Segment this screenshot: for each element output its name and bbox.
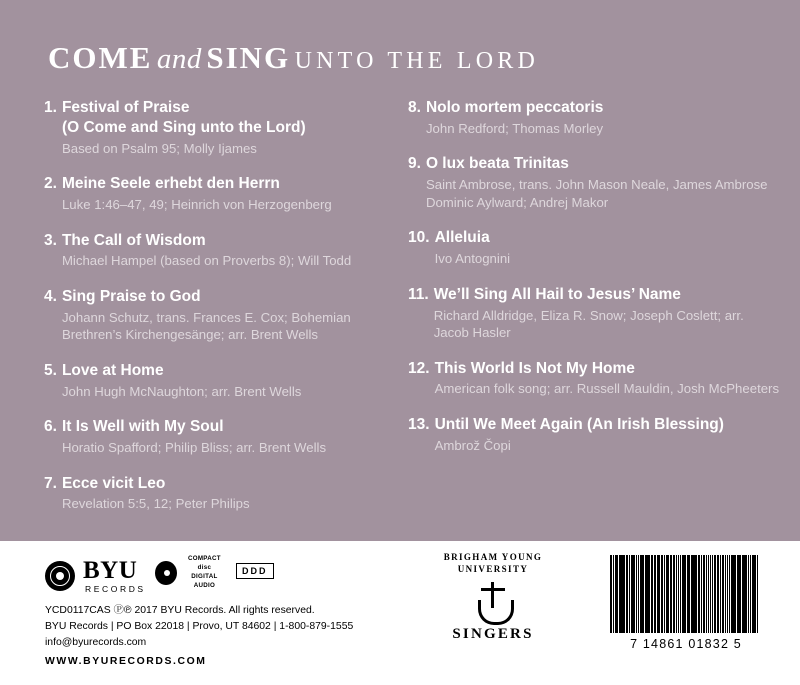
track-body <box>435 415 782 454</box>
track-body <box>62 98 390 157</box>
track-body <box>435 359 782 398</box>
track-number: 6. <box>44 418 57 436</box>
track-credit: Based on Psalm 95; Molly Ijames <box>61 140 257 156</box>
track-body <box>62 287 390 344</box>
barcode <box>610 555 760 633</box>
track-title: O lux beata Trinitas <box>425 155 569 173</box>
title-word-come: COME <box>48 40 153 75</box>
track-credit: American folk song; arr. Russell Mauldin, Josh McPheeters <box>434 381 780 397</box>
cd-logo-text <box>182 555 227 591</box>
track-number: 13. <box>408 415 430 433</box>
track-item <box>408 415 782 454</box>
record-disc-icon <box>45 561 75 591</box>
cd-disc-icon <box>155 561 177 585</box>
address-line: BYU Records | PO Box 22018 | Provo, UT 84602 | 1-800-879-1555 <box>45 620 354 632</box>
website-url: WWW.BYURECORDS.COM <box>45 656 207 667</box>
email-line: info@byurecords.com <box>45 636 147 648</box>
barcode-number: 7 14861 01832 5 <box>630 637 742 651</box>
track-item <box>44 474 390 513</box>
track-title: Meine Seele erhebt den Herrn <box>61 175 280 193</box>
title-word-sing: SING <box>206 40 291 75</box>
title-word-and: and <box>156 43 202 75</box>
track-title: Love at Home <box>61 361 164 379</box>
track-number: 2. <box>44 175 57 193</box>
track-number: 4. <box>44 287 57 305</box>
torch-bowl <box>478 600 514 625</box>
track-title: Sing Praise to God <box>61 287 201 305</box>
torch-icon <box>470 578 516 624</box>
page-title <box>48 40 539 76</box>
track-credit: Richard Alldridge, Eliza R. Snow; Joseph Coslett; arr. Jacob Hasler <box>433 307 744 341</box>
cd-logo-line2: disc <box>197 564 212 572</box>
track-number: 5. <box>44 361 57 379</box>
track-number: 12. <box>408 359 430 377</box>
singers-name: SINGERS <box>452 626 534 643</box>
singers-line1: BRIGHAM YOUNG <box>443 552 543 562</box>
track-body <box>62 474 390 513</box>
tracklist-column-right <box>400 98 800 530</box>
track-number: 9. <box>408 155 421 173</box>
track-body <box>426 98 782 137</box>
track-body <box>62 417 390 456</box>
title-subtitle: UNTO THE LORD <box>294 48 539 74</box>
track-number: 8. <box>408 99 421 116</box>
track-credit: Ambrož Čopi <box>434 437 511 453</box>
track-title: This World Is Not My Home <box>434 359 635 377</box>
track-item <box>408 285 782 342</box>
track-title: The Call of Wisdom <box>61 231 206 249</box>
track-item <box>44 417 390 456</box>
copyright-line: YCD0117CAS Ⓟ℗ 2017 BYU Records. All rights reserved. <box>45 605 315 616</box>
track-title: Until We Meet Again (An Irish Blessing) <box>434 415 724 433</box>
track-credit: Saint Ambrose, trans. John Mason Neale, James Ambrose Dominic Aylward; Andrej Makor <box>425 177 768 210</box>
tracklist-column-left <box>0 98 400 530</box>
track-body <box>426 154 782 211</box>
track-item <box>44 287 390 344</box>
singers-line2: UNIVERSITY <box>457 564 529 575</box>
track-credit: Luke 1:46–47, 49; Heinrich von Herzogenberg <box>61 197 332 213</box>
torch-cross <box>481 588 505 591</box>
cd-logo-line1: COMPACT <box>187 555 221 563</box>
track-credit: Johann Schutz, trans. Frances E. Cox; Bohemian Brethren’s Kirchengesänge; arr. Brent Wells <box>61 309 351 343</box>
track-body <box>434 285 782 342</box>
track-item <box>408 359 782 398</box>
track-credit: Revelation 5:5, 12; Peter Philips <box>61 496 250 512</box>
track-item <box>44 231 390 270</box>
track-item <box>44 361 390 400</box>
track-body <box>62 231 390 270</box>
track-credit: John Redford; Thomas Morley <box>425 120 604 136</box>
ddd-badge: DDD <box>236 563 274 579</box>
footer-panel <box>0 541 800 685</box>
track-credit: Ivo Antognini <box>434 251 511 267</box>
track-item <box>408 228 782 267</box>
track-credit: John Hugh McNaughton; arr. Brent Wells <box>61 383 302 399</box>
track-body <box>62 174 390 213</box>
tracklist <box>0 98 800 530</box>
track-body <box>62 361 390 400</box>
track-title: It Is Well with My Soul <box>61 418 224 436</box>
track-number: 10. <box>408 229 430 247</box>
cd-logo-line3: DIGITAL AUDIO <box>191 573 218 589</box>
track-number: 11. <box>408 285 429 303</box>
track-title-line2: (O Come and Sing unto the Lord) <box>61 118 306 136</box>
track-item <box>44 98 390 157</box>
byu-singers-emblem <box>418 551 568 643</box>
track-title: Ecce vicit Leo <box>61 474 166 492</box>
track-number: 3. <box>44 231 57 249</box>
track-title: Alleluia <box>434 229 490 247</box>
byu-records-logo <box>45 558 146 594</box>
byu-logo-text: BYU <box>83 557 138 584</box>
compact-disc-logo <box>155 556 227 590</box>
track-title: We’ll Sing All Hail to Jesus’ Name <box>433 285 681 303</box>
track-number: 1. <box>44 99 57 116</box>
copyright-block <box>45 603 353 650</box>
track-item <box>408 154 782 211</box>
track-item <box>44 174 390 213</box>
records-logo-text: RECORDS <box>85 584 146 594</box>
track-item <box>408 98 782 137</box>
track-number: 7. <box>44 474 57 492</box>
track-credit: Horatio Spafford; Philip Bliss; arr. Brent Wells <box>61 440 327 456</box>
track-credit: Michael Hampel (based on Proverbs 8); Will Todd <box>61 253 352 269</box>
track-title: Nolo mortem peccatoris <box>425 99 604 116</box>
byu-records-wordmark <box>83 558 146 594</box>
track-body <box>435 228 782 267</box>
track-title: Festival of Praise <box>61 99 190 116</box>
